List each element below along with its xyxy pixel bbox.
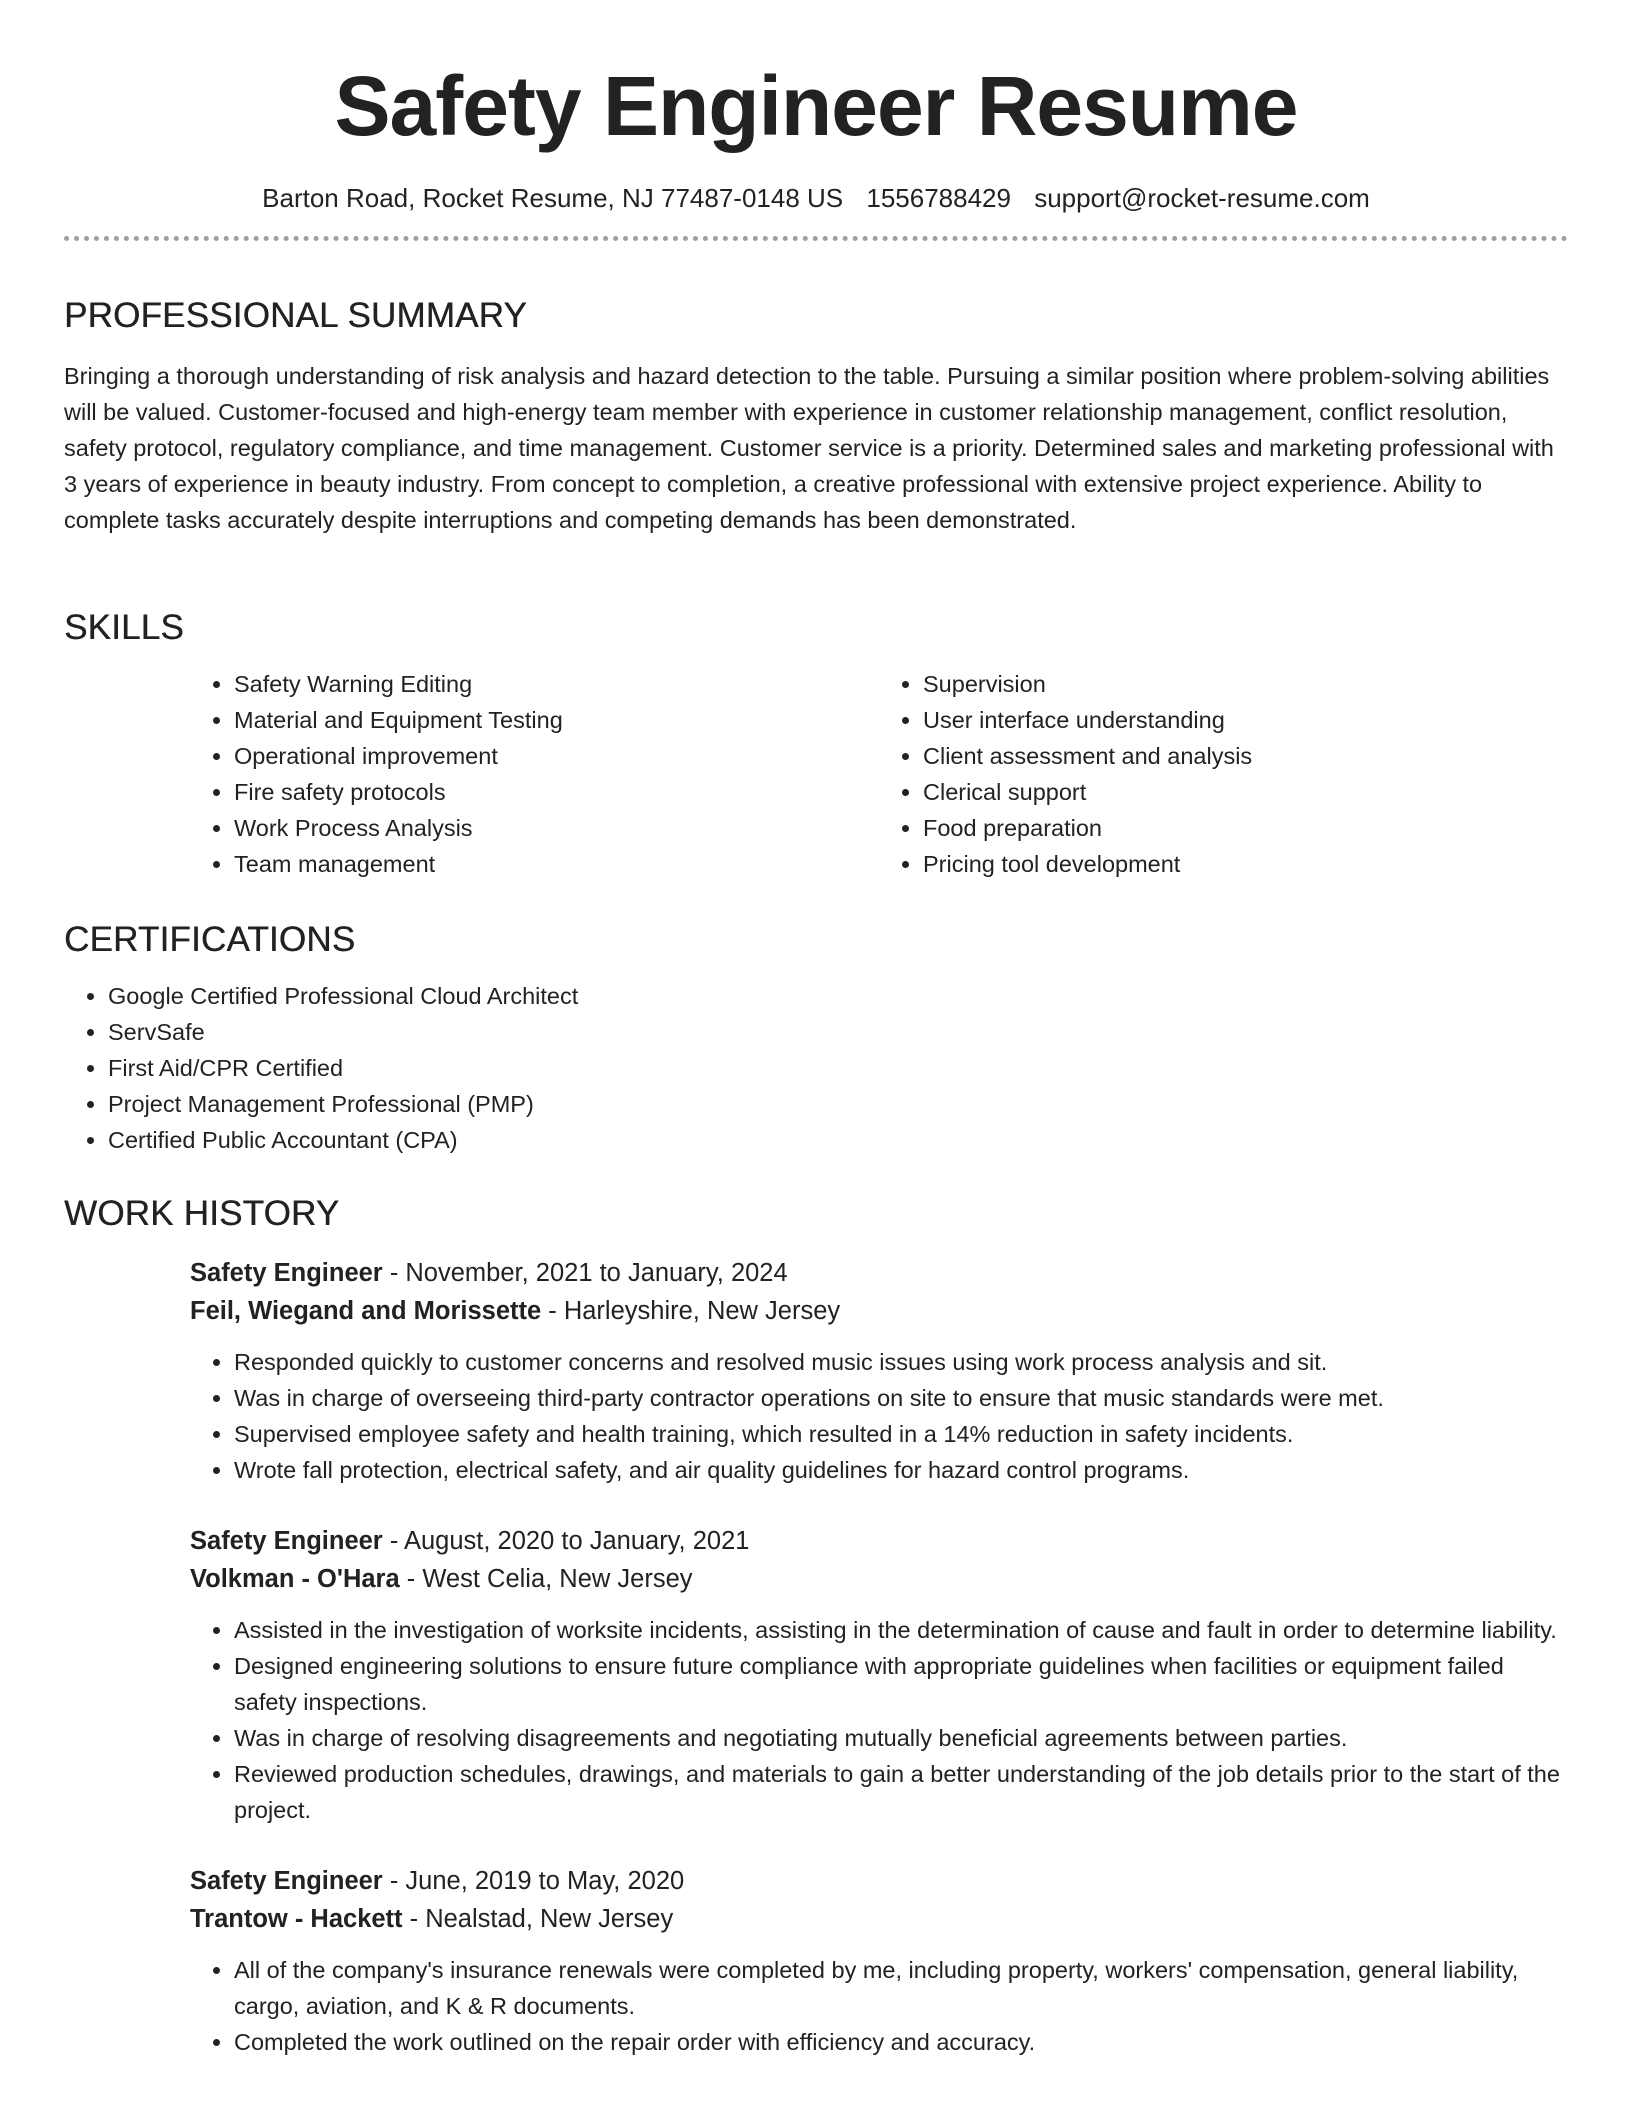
skills-list-right <box>879 666 1568 882</box>
job-title: Safety Engineer <box>190 1867 383 1895</box>
job-title: Safety Engineer <box>190 1527 383 1555</box>
skills-list-left <box>190 666 879 882</box>
list-item: • Pricing tool development <box>923 846 1568 882</box>
work-section <box>64 1192 1568 2060</box>
certifications-list <box>64 978 1568 1158</box>
job-bullets <box>190 1952 1568 2060</box>
list-item: • Clerical support <box>923 774 1568 810</box>
job-location: - Nealstad, New Jersey <box>402 1905 674 1933</box>
list-item: • Work Process Analysis <box>234 810 879 846</box>
job-title-line <box>190 1254 1568 1292</box>
job-company: Trantow - Hackett <box>190 1905 403 1933</box>
list-item: • All of the company's insurance renewals were completed by me, including property, workers' compensation, general liability, cargo, aviation, and K & R documents. <box>234 1952 1568 2024</box>
list-item: • Food preparation <box>923 810 1568 846</box>
summary-heading: PROFESSIONAL SUMMARY <box>64 296 527 335</box>
list-item: • First Aid/CPR Certified <box>108 1050 1568 1086</box>
skills-heading: SKILLS <box>64 608 184 647</box>
job-company-line <box>190 1560 1568 1598</box>
job-entry <box>190 1522 1568 1828</box>
job-title-line <box>190 1862 1568 1900</box>
certifications-section <box>64 918 1568 1158</box>
list-item: • Operational improvement <box>234 738 879 774</box>
certifications-heading: CERTIFICATIONS <box>64 920 356 959</box>
list-item: • Team management <box>234 846 879 882</box>
list-item: • Responded quickly to customer concerns and resolved music issues using work process analysis and sit. <box>234 1344 1568 1380</box>
job-company: Volkman - O'Hara <box>190 1565 400 1593</box>
job-bullets <box>190 1344 1568 1488</box>
address: Barton Road, Rocket Resume, NJ 77487-0148 US <box>262 183 844 213</box>
contact-line <box>64 180 1568 216</box>
list-item: • Was in charge of overseeing third-party contractor operations on site to ensure that music standards were met. <box>234 1380 1568 1416</box>
list-item: • Safety Warning Editing <box>234 666 879 702</box>
job-title-line <box>190 1522 1568 1560</box>
job-entry <box>190 1862 1568 2060</box>
email: support@rocket-resume.com <box>1034 183 1370 213</box>
job-dates: - August, 2020 to January, 2021 <box>382 1527 750 1555</box>
job-company: Feil, Wiegand and Morissette <box>190 1297 542 1325</box>
work-heading: WORK HISTORY <box>64 1194 340 1233</box>
job-location: - West Celia, New Jersey <box>399 1565 693 1593</box>
list-item: • Project Management Professional (PMP) <box>108 1086 1568 1122</box>
list-item: • Supervision <box>923 666 1568 702</box>
list-item: • Wrote fall protection, electrical safety, and air quality guidelines for hazard control programs. <box>234 1452 1568 1488</box>
list-item: • Completed the work outlined on the repair order with efficiency and accuracy. <box>234 2024 1568 2060</box>
list-item: • Certified Public Accountant (CPA) <box>108 1122 1568 1158</box>
job-company-line <box>190 1900 1568 1938</box>
job-bullets <box>190 1612 1568 1828</box>
job-title: Safety Engineer <box>190 1259 383 1287</box>
list-item: • Was in charge of resolving disagreements and negotiating mutually beneficial agreements between parties. <box>234 1720 1568 1756</box>
list-item: • Reviewed production schedules, drawings, and materials to gain a better understanding of the job details prior to the start of the project. <box>234 1756 1568 1828</box>
job-dates: - June, 2019 to May, 2020 <box>382 1867 685 1895</box>
list-item: • Material and Equipment Testing <box>234 702 879 738</box>
page-title: Safety Engineer Resume <box>334 59 1298 153</box>
list-item: • User interface understanding <box>923 702 1568 738</box>
summary-section <box>64 294 1568 538</box>
skills-section <box>64 606 1568 882</box>
job-location: - Harleyshire, New Jersey <box>541 1297 841 1325</box>
list-item: • Client assessment and analysis <box>923 738 1568 774</box>
header-divider <box>64 236 1568 241</box>
skills-grid <box>190 666 1568 882</box>
list-item: • Fire safety protocols <box>234 774 879 810</box>
summary-text: Bringing a thorough understanding of risk analysis and hazard detection to the table. Pursuing a similar position where problem-solving abilities will be valued. Customer-focused and high-energy team member with experience in customer relationship management, conflict resolution, safety protocol, regulatory compliance, and time management. Customer service is a priority. Determined sales and marketing professional with 3 years of experience in beauty industry. From concept to completion, a creative professional with extensive project experience. Ability to complete tasks accurately despite interruptions and competing demands has been demonstrated. <box>64 363 1554 533</box>
list-item: • Google Certified Professional Cloud Architect <box>108 978 1568 1014</box>
phone: 1556788429 <box>866 183 1011 213</box>
list-item: • ServSafe <box>108 1014 1568 1050</box>
job-dates: - November, 2021 to January, 2024 <box>382 1259 788 1287</box>
job-company-line <box>190 1292 1568 1330</box>
list-item: • Supervised employee safety and health training, which resulted in a 14% reduction in safety incidents. <box>234 1416 1568 1452</box>
list-item: • Designed engineering solutions to ensure future compliance with appropriate guidelines when facilities or equipment failed safety inspections. <box>234 1648 1568 1720</box>
job-entry <box>190 1254 1568 1488</box>
list-item: • Assisted in the investigation of worksite incidents, assisting in the determination of cause and fault in order to determine liability. <box>234 1612 1568 1648</box>
